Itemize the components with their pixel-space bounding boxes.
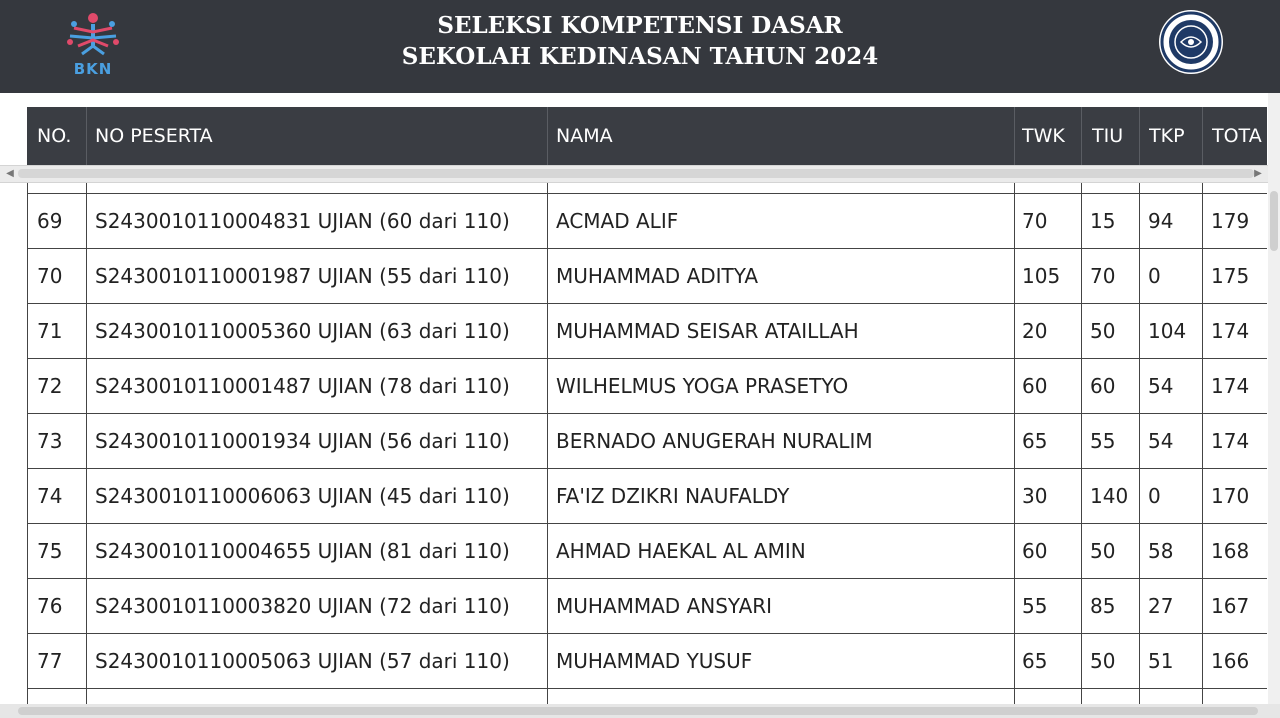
logo-text: BKN	[73, 60, 113, 78]
page-header	[0, 0, 1280, 93]
table-row	[27, 304, 1267, 359]
table-row	[27, 359, 1267, 414]
horizontal-scrollbar[interactable]	[0, 165, 1280, 183]
cell-total: 166	[1211, 649, 1250, 673]
cell-total: 174	[1211, 429, 1250, 453]
cell-no: 69	[37, 209, 63, 233]
cell-tiu: 50	[1090, 319, 1116, 343]
cell-total: 174	[1211, 319, 1250, 343]
cell-nama: WILHELMUS YOGA PRASETYO	[556, 374, 849, 398]
cell-nama: AHMAD HAEKAL AL AMIN	[556, 539, 806, 563]
table-body	[27, 183, 1267, 713]
cell-twk: 60	[1022, 374, 1048, 398]
table-row	[27, 414, 1267, 469]
cell-tkp: 58	[1148, 539, 1174, 563]
cell-tiu: 60	[1090, 374, 1116, 398]
cell-no: 76	[37, 594, 63, 618]
cell-nama: MUHAMMAD ANSYARI	[556, 594, 773, 618]
cell-nama: MUHAMMAD SEISAR ATAILLAH	[556, 319, 859, 343]
cell-twk: 105	[1022, 264, 1061, 288]
column-header-nama[interactable]: NAMA	[556, 125, 613, 147]
cell-no-peserta: S2430010110001987 UJIAN (55 dari 110)	[95, 264, 510, 288]
cell-tiu: 85	[1090, 594, 1116, 618]
cell-nama: FA'IZ DZIKRI NAUFALDY	[556, 484, 790, 508]
cell-tkp: 104	[1148, 319, 1187, 343]
cell-tkp: 94	[1148, 209, 1174, 233]
cell-nama: BERNADO ANUGERAH NURALIM	[556, 429, 873, 453]
cell-no-peserta: S2430010110005360 UJIAN (63 dari 110)	[95, 319, 510, 343]
results-table-container	[0, 93, 1280, 718]
bkn-logo-icon	[60, 2, 126, 88]
cell-tiu: 50	[1090, 539, 1116, 563]
table-header	[27, 107, 1267, 165]
cell-total: 179	[1211, 209, 1250, 233]
cell-no: 74	[37, 484, 63, 508]
cell-tiu: 55	[1090, 429, 1116, 453]
cell-tiu: 50	[1090, 649, 1116, 673]
table-row	[27, 194, 1267, 249]
cell-twk: 60	[1022, 539, 1048, 563]
cell-no: 73	[37, 429, 63, 453]
cell-twk: 30	[1022, 484, 1048, 508]
title-line-1: SELEKSI KOMPETENSI DASAR	[437, 12, 843, 39]
cell-nama: MUHAMMAD ADITYA	[556, 264, 759, 288]
bottom-scrollbar[interactable]	[0, 704, 1280, 718]
table-row	[27, 634, 1267, 689]
cell-tkp: 27	[1148, 594, 1174, 618]
cell-no: 75	[37, 539, 63, 563]
cell-no-peserta: S2430010110004831 UJIAN (60 dari 110)	[95, 209, 510, 233]
cell-total: 174	[1211, 374, 1250, 398]
table-row	[27, 469, 1267, 524]
cell-tiu: 15	[1090, 209, 1116, 233]
cell-total: 168	[1211, 539, 1250, 563]
scrollbar-thumb[interactable]	[18, 707, 1258, 715]
cell-tkp: 54	[1148, 374, 1174, 398]
scrollbar-thumb[interactable]	[1270, 191, 1278, 251]
cell-nama: MUHAMMAD YUSUF	[556, 649, 753, 673]
cell-no: 77	[37, 649, 63, 673]
cell-twk: 65	[1022, 429, 1048, 453]
cell-no-peserta: S2430010110003820 UJIAN (72 dari 110)	[95, 594, 510, 618]
vertical-scrollbar[interactable]	[1268, 93, 1280, 718]
cell-tiu: 140	[1090, 484, 1129, 508]
cell-nama: ACMAD ALIF	[556, 209, 679, 233]
column-header-tiu[interactable]: TIU	[1092, 125, 1124, 147]
column-header-total[interactable]: TOTA	[1212, 125, 1262, 147]
table-row	[27, 524, 1267, 579]
cell-no-peserta: S2430010110001487 UJIAN (78 dari 110)	[95, 374, 510, 398]
chevron-right-icon[interactable]: ▶	[1254, 168, 1262, 179]
cell-no-peserta: S2430010110006063 UJIAN (45 dari 110)	[95, 484, 510, 508]
cell-tkp: 51	[1148, 649, 1174, 673]
column-header-tkp[interactable]: TKP	[1149, 125, 1185, 147]
cell-twk: 65	[1022, 649, 1048, 673]
column-header-no-peserta[interactable]: NO PESERTA	[95, 125, 213, 147]
cell-no-peserta: S2430010110005063 UJIAN (57 dari 110)	[95, 649, 510, 673]
cell-no-peserta: S2430010110001934 UJIAN (56 dari 110)	[95, 429, 510, 453]
cell-no: 72	[37, 374, 63, 398]
cell-total: 170	[1211, 484, 1250, 508]
table-row	[27, 579, 1267, 634]
title-line-2: SEKOLAH KEDINASAN TAHUN 2024	[401, 43, 879, 70]
cell-total: 175	[1211, 264, 1250, 288]
cell-tkp: 0	[1148, 264, 1161, 288]
cell-tiu: 70	[1090, 264, 1116, 288]
page-title	[330, 10, 950, 72]
column-header-no[interactable]: NO.	[37, 125, 72, 147]
cell-no: 70	[37, 264, 63, 288]
cell-tkp: 0	[1148, 484, 1161, 508]
scrollbar-thumb[interactable]	[18, 169, 1254, 178]
cell-no-peserta: S2430010110004655 UJIAN (81 dari 110)	[95, 539, 510, 563]
chevron-left-icon[interactable]: ◀	[6, 168, 14, 179]
cell-no: 71	[37, 319, 63, 343]
cell-twk: 20	[1022, 319, 1048, 343]
column-header-twk[interactable]: TWK	[1022, 125, 1065, 147]
cell-twk: 70	[1022, 209, 1048, 233]
emblem-seal-icon	[1157, 8, 1225, 76]
cell-twk: 55	[1022, 594, 1048, 618]
table-row	[27, 249, 1267, 304]
cell-tkp: 54	[1148, 429, 1174, 453]
cell-total: 167	[1211, 594, 1250, 618]
